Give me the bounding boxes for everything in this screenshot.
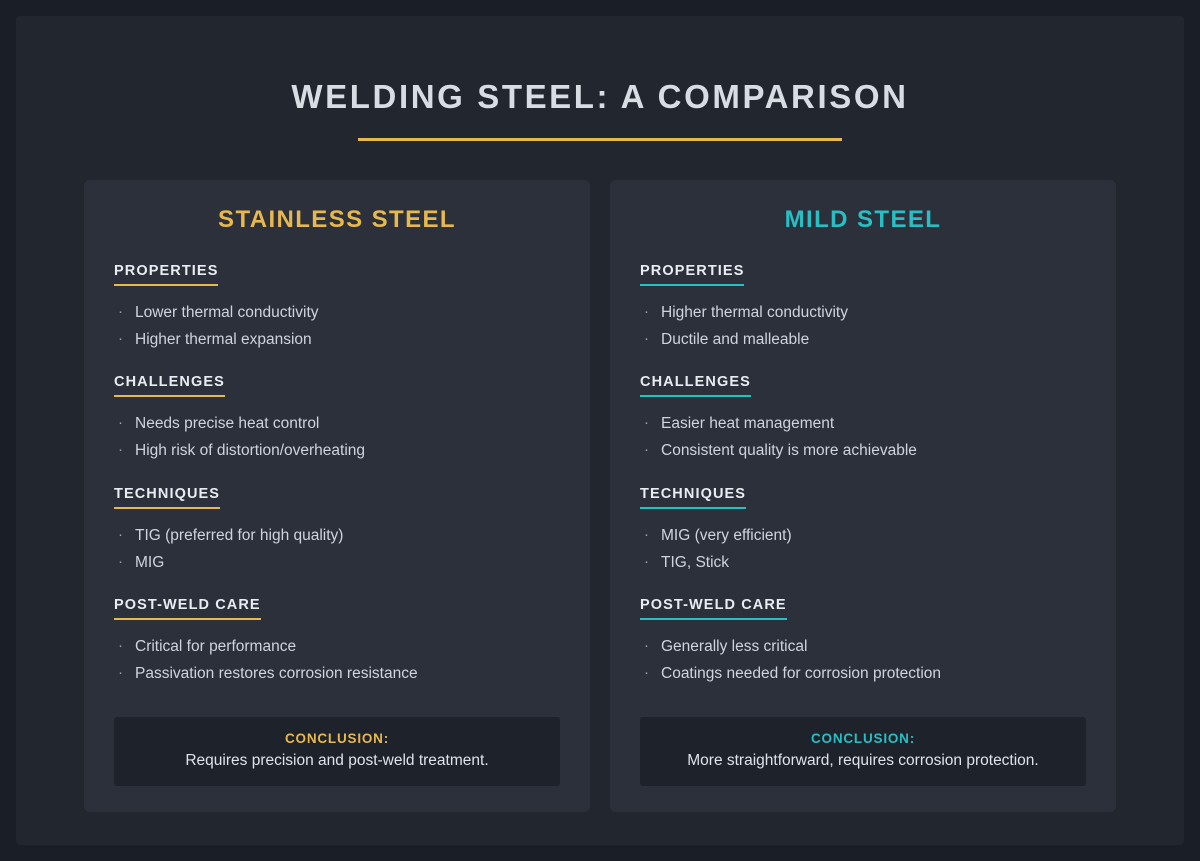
bullet-list [114, 633, 560, 687]
list-item [640, 326, 1086, 353]
bullet-dot-icon: · [118, 663, 123, 681]
conclusion-label: CONCLUSION: [810, 731, 916, 746]
list-item [114, 522, 560, 549]
bullet-dot-icon: · [644, 552, 649, 570]
list-item-label: TIG (preferred for high quality) [135, 526, 344, 544]
bullet-dot-icon: · [118, 552, 123, 570]
conclusion-box-stainless [114, 717, 560, 786]
section-techniques-mild [640, 485, 1086, 576]
section-heading: PROPERTIES [114, 263, 218, 286]
section-heading: TECHNIQUES [640, 486, 746, 509]
list-item [114, 660, 560, 687]
bullet-list [640, 410, 1086, 464]
list-item-label: Consistent quality is more achievable [661, 442, 917, 460]
list-item-label: High risk of distortion/overheating [135, 442, 366, 460]
infographic-board [16, 16, 1184, 845]
card-title-mild-steel: MILD STEEL [784, 206, 942, 233]
bullet-list [640, 522, 1086, 576]
list-item [640, 633, 1086, 660]
list-item [640, 410, 1086, 437]
conclusion-label: CONCLUSION: [284, 731, 390, 746]
comparison-card-mild-steel [610, 180, 1116, 812]
page-title: WELDING STEEL: A COMPARISON [291, 78, 909, 115]
list-item-label: Higher thermal expansion [135, 331, 312, 349]
bullet-dot-icon: · [644, 636, 649, 654]
bullet-dot-icon: · [644, 525, 649, 543]
list-item [114, 326, 560, 353]
list-item-label: Higher thermal conductivity [661, 304, 848, 321]
list-item-label: Needs precise heat control [135, 415, 320, 433]
section-challenges-mild [640, 373, 1086, 464]
bullet-dot-icon: · [644, 441, 649, 459]
conclusion-text: Requires precision and post-weld treatment. [185, 752, 489, 769]
section-heading: CHALLENGES [114, 374, 225, 397]
bullet-list [640, 299, 1086, 353]
list-item [640, 660, 1086, 687]
list-item-label: TIG, Stick [661, 553, 730, 571]
section-properties-stainless [114, 262, 560, 353]
bullet-list [114, 410, 560, 464]
title-divider [358, 138, 842, 141]
list-item-label: Critical for performance [135, 637, 297, 655]
bullet-dot-icon: · [118, 441, 123, 459]
list-item-label: Coatings needed for corrosion protection [661, 664, 942, 682]
card-title-stainless-steel: STAINLESS STEEL [218, 206, 456, 233]
list-item [114, 549, 560, 576]
list-item [640, 549, 1086, 576]
bullet-dot-icon: · [118, 525, 123, 543]
bullet-dot-icon: · [644, 663, 649, 681]
section-heading: POST-WELD CARE [114, 597, 261, 620]
list-item-label: Easier heat management [661, 415, 835, 433]
list-item-label: MIG [135, 553, 165, 571]
bullet-list [114, 522, 560, 576]
list-item [640, 299, 1086, 326]
list-item [114, 633, 560, 660]
title-block [84, 56, 1116, 141]
bullet-list [640, 633, 1086, 687]
section-challenges-stainless [114, 373, 560, 464]
section-heading: PROPERTIES [640, 263, 744, 286]
list-item [114, 410, 560, 437]
conclusion-box-mild [640, 717, 1086, 786]
list-item [640, 522, 1086, 549]
list-item-label: Lower thermal conductivity [135, 304, 319, 321]
bullet-dot-icon: · [644, 414, 649, 432]
list-item [640, 437, 1086, 464]
bullet-list [114, 299, 560, 353]
section-post-weld-care-mild [640, 596, 1086, 687]
conclusion-text: More straightforward, requires corrosion protection. [687, 752, 1039, 769]
bullet-dot-icon: · [118, 303, 123, 320]
bullet-dot-icon: · [118, 330, 123, 348]
list-item [114, 299, 560, 326]
section-techniques-stainless [114, 485, 560, 576]
section-heading: TECHNIQUES [114, 486, 220, 509]
list-item-label: Generally less critical [661, 637, 808, 655]
list-item-label: Ductile and malleable [661, 331, 810, 349]
bullet-dot-icon: · [118, 414, 123, 432]
section-post-weld-care-stainless [114, 596, 560, 687]
list-item-label: Passivation restores corrosion resistance [135, 664, 418, 682]
comparison-card-stainless-steel [84, 180, 590, 812]
list-item-label: MIG (very efficient) [661, 526, 792, 544]
comparison-columns [84, 180, 1116, 812]
list-item [114, 437, 560, 464]
section-heading: POST-WELD CARE [640, 597, 787, 620]
bullet-dot-icon: · [644, 303, 649, 320]
section-properties-mild [640, 262, 1086, 353]
bullet-dot-icon: · [644, 330, 649, 348]
bullet-dot-icon: · [118, 636, 123, 654]
section-heading: CHALLENGES [640, 374, 751, 397]
